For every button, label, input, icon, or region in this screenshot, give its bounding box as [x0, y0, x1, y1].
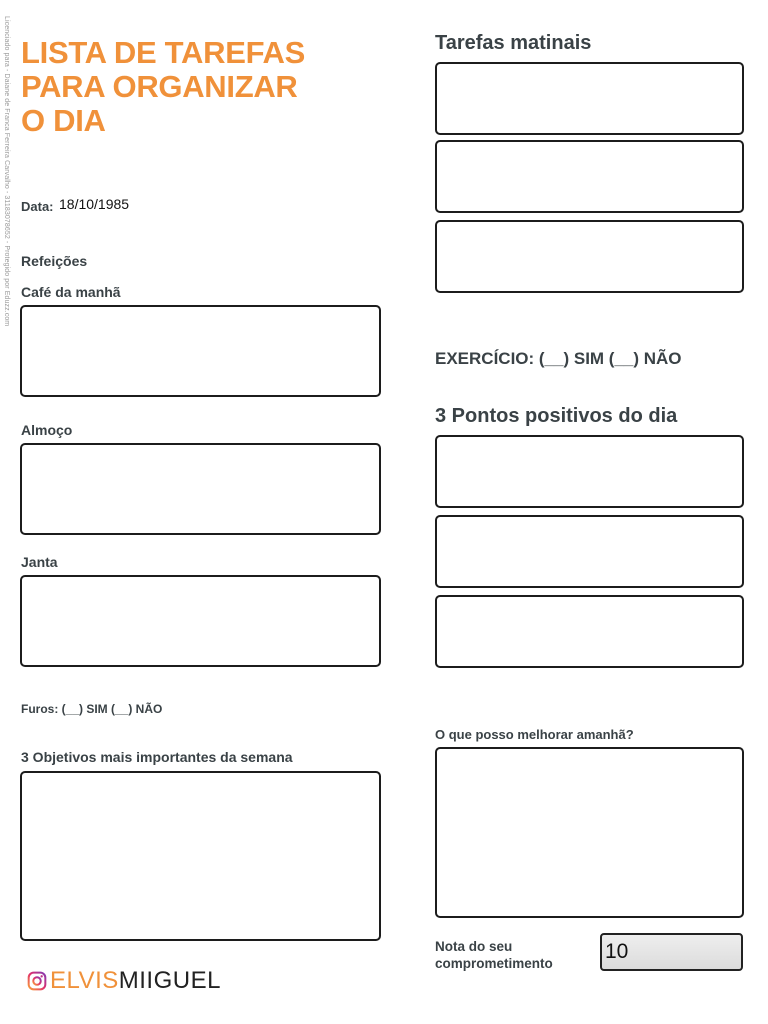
exercise-question: EXERCÍCIO: (__) SIM (__) NÃO	[435, 349, 682, 368]
commitment-label-line-1: Nota do seu	[435, 939, 513, 954]
morning-task-field-2[interactable]	[435, 140, 744, 213]
instagram-icon	[27, 971, 47, 991]
morning-task-field-3[interactable]	[435, 220, 744, 293]
date-label: Data:	[21, 199, 54, 214]
lunch-label: Almoço	[21, 422, 73, 438]
date-value[interactable]: 18/10/1985	[59, 196, 130, 212]
weekly-goals-label: 3 Objetivos mais importantes da semana	[21, 749, 293, 765]
license-notice: Licenciado para - Daiane de Franca Ferreira Carvalho - 31183078652 - Protegido por Eduzz.com	[3, 16, 10, 327]
lunch-field[interactable]	[20, 443, 381, 535]
brand-last-name: MIIGUEL	[118, 967, 221, 994]
positive-point-field-1[interactable]	[435, 435, 744, 508]
title-line-1: LISTA DE TAREFAS	[21, 35, 305, 70]
title-line-3: O DIA	[21, 103, 106, 138]
weekly-goals-field[interactable]	[20, 771, 381, 941]
improve-field[interactable]	[435, 747, 744, 918]
commitment-label	[435, 938, 553, 972]
positives-label: 3 Pontos positivos do dia	[435, 405, 678, 427]
brand-logo	[27, 966, 221, 996]
positive-point-field-3[interactable]	[435, 595, 744, 668]
brand-first-name: ELVIS	[50, 967, 119, 994]
improve-label: O que posso melhorar amanhã?	[435, 727, 634, 742]
furos-question: Furos: (__) SIM (__) NÃO	[21, 702, 163, 716]
title-line-2: PARA ORGANIZAR	[21, 69, 298, 104]
positive-point-field-2[interactable]	[435, 515, 744, 588]
breakfast-label: Café da manhã	[21, 284, 121, 300]
commitment-score-field[interactable]: 10	[600, 933, 743, 971]
page-title	[21, 36, 401, 138]
meals-section-label: Refeições	[21, 253, 88, 269]
morning-task-field-1[interactable]	[435, 62, 744, 135]
dinner-field[interactable]	[20, 575, 381, 667]
dinner-label: Janta	[21, 554, 58, 570]
morning-tasks-label: Tarefas matinais	[435, 32, 592, 54]
breakfast-field[interactable]	[20, 305, 381, 397]
commitment-label-line-2: comprometimento	[435, 956, 553, 971]
